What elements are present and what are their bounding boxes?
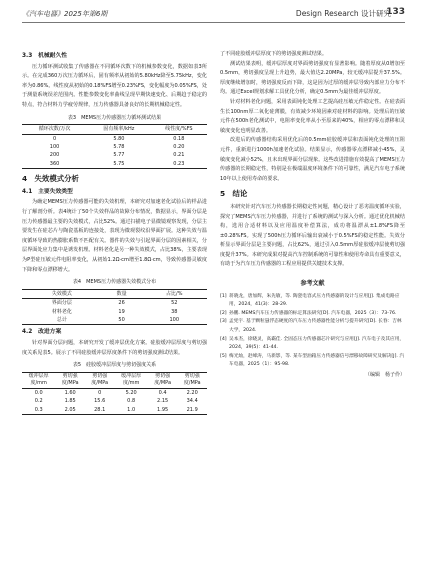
table-5 bbox=[22, 372, 207, 415]
reference-text: 孟宪宇. 基于颗粒悬浮态硬度的汽车压力传感器性能分析与提升研究[D]. 长春：吉林大学，2024. bbox=[229, 319, 402, 334]
table-5-header: 剪切强度/MPa bbox=[55, 372, 85, 388]
table-5-caption: 表5 硅胶缓冲层厚度与剪切强度关系 bbox=[72, 362, 157, 369]
table-3-header: 线性度/%FS bbox=[151, 125, 207, 134]
table-5-header: 缓冲层厚度/mm bbox=[22, 372, 55, 388]
section-3-3-heading: 3.3 机械耐久性 bbox=[22, 53, 68, 59]
table-cell: 5.80 bbox=[113, 135, 125, 142]
section-4-1-body: 为确定MEMS压力传感器可能的失效机理，本研究对加速老化试验后的样品进行了解剖分析。表4统计了50个失效样品的故障分布情况，数据显示，界面分层是压力传感器最主要的失效模式，占比52%。通过扫描电子显微镜观察发现，分层主要发生在硅芯片与陶瓷基板的连接处，表现为微观裂纹沿界面扩展。这种失效与温度循环导致的热膨胀系数不匹配有关。器件的失效与引起界面分层的因素相关，分层界面处应力集中是诱发机理。材料老化是另一种失效模式，占比38%，主要表现为P型硅压敏元件电阻率变化，从初始1.2Ω·cm增至1.8Ω·cm，导致传感器灵敏度下降和零点漂移增大。 bbox=[22, 199, 207, 273]
table-cell: 0.21 bbox=[173, 152, 185, 159]
table-5-header: 剪切强度/MPa bbox=[177, 372, 207, 388]
reference-number: [3] bbox=[220, 319, 227, 325]
table-cell: 28.1 bbox=[85, 406, 115, 415]
reference-item bbox=[220, 310, 405, 319]
table-cell: 5.75 bbox=[87, 160, 151, 169]
page-header bbox=[22, 7, 405, 21]
table-5-header: 缓冲层厚度/mm bbox=[114, 372, 147, 388]
section-4-2-heading: 4.2 改进方案 bbox=[22, 329, 62, 336]
table-cell: 0.0 bbox=[34, 389, 43, 396]
reference-item bbox=[220, 336, 405, 353]
table-cell: 0 bbox=[52, 135, 57, 142]
section-3-3-body: 压力循环测试收集了传感器在不同循环次数下的机械参数变化，数据如表3所示。在完成360万次压力循环后，固有频率从初始的5.80kHz降至5.75kHz，变化率为0.86%。线性度从初始的0.18%FS增至0.23%FS，变化幅度为0.05%FS，处于测量系统误差范围内。性能参数变化率曲线呈现早期快速变化、后期趋于稳定的特点，符合材料力学疲劳规律，压力传感器具备良好的长期机械稳定性。 bbox=[22, 63, 207, 108]
table-row bbox=[22, 406, 207, 415]
table-cell: 26 bbox=[118, 300, 125, 307]
table-cell: 21.9 bbox=[177, 406, 207, 415]
table-cell: 材料老化 bbox=[51, 308, 72, 315]
table-row bbox=[22, 316, 207, 325]
table-5-header: 剪切强度/MPa bbox=[85, 372, 115, 388]
table-cell: 34.4 bbox=[186, 398, 198, 405]
table-cell: 0.4 bbox=[158, 389, 167, 396]
table-cell: 1.0 bbox=[114, 406, 147, 415]
table-cell: 1.95 bbox=[148, 406, 178, 415]
table-3-caption: 表3 MEMS压力传感器压力循环测试结果 bbox=[67, 114, 162, 121]
table-cell: 1.60 bbox=[64, 389, 76, 396]
editor-credit: （编辑 杨子伶） bbox=[364, 372, 405, 378]
table-row bbox=[22, 160, 207, 169]
table-cell: 0 bbox=[98, 389, 102, 396]
reference-item bbox=[220, 318, 405, 335]
right-paragraph: 了不同硅胶缓冲层厚度下的剪切强度测试结果。 bbox=[220, 51, 327, 57]
table-4 bbox=[22, 289, 207, 326]
table-row bbox=[22, 143, 207, 151]
table-4-caption: 表4 MEMS压力传感器失效模式分布 bbox=[72, 279, 157, 286]
right-paragraph: 针对材料老化问题，采用表面钝化处理工艺提高硅压敏元件稳定性。在硅表面生长100nm厚二氧化硅薄膜，有效减少环境因素对硅材料的影响。处理后的压敏元件在500h老化测试中，电阻率变化率从小至原来的40%，相应的零点漂移和灵敏度变化也明显改善。 bbox=[220, 98, 405, 134]
table-cell: 2.20 bbox=[186, 389, 198, 396]
table-cell: 1.85 bbox=[64, 398, 76, 405]
table-cell: 5.77 bbox=[113, 152, 125, 159]
reference-number: [5] bbox=[220, 353, 227, 359]
table-row bbox=[22, 388, 207, 397]
table-4-header: 占比/% bbox=[142, 289, 207, 298]
reference-number: [1] bbox=[220, 293, 227, 299]
conclusion-body: 本研究针对汽车压力传感器长期稳定性问题，精心设计了恶劣温度循环实验，探究了MEMS汽车压力传感器，并进行了系统的测试与深入分析。通过优化机械结构，选用合适材料以及应用温度补偿算法，成功将温漂从±1.8%FS降至±0.28%FS。实现了500h压力循环后输出衰减小于0.5%FS的稳定性能。失效分析显示界面分层是主要问题，占比62%，通过引入0.5mm厚硅胶缓冲层使剪切强度提升37%。本研究成果对提高汽车控制系统的可靠性和使用寿命具有重要意义，有助于为汽车压力传感器的工程应用提供关键技术支撑。 bbox=[220, 203, 405, 268]
left-column bbox=[22, 50, 207, 418]
reference-item bbox=[220, 293, 405, 310]
table-5-header: 剪切强度/MPa bbox=[148, 372, 178, 388]
journal-name: 《汽车电器》2025年第6期 bbox=[22, 10, 108, 18]
right-paragraph: 改进后的传感器结构采用优化后的0.5mm硅胶缓冲层和表面钝化处理的压阻元件，重新进行1000h加速老化试验。结果显示，传感器零点漂移减小45%，灵敏度变化减小52%，且未出现界面分层现象。这些改进措施有效提高了MEMS压力传感器的长期稳定性，特别是在极端温度环境条件下的可靠性，满足汽车电子系统10年以上使用寿命的要求。 bbox=[220, 137, 405, 182]
table-cell: 2.05 bbox=[55, 406, 85, 415]
section-5-heading: 5 结论 bbox=[220, 189, 248, 199]
reference-item bbox=[220, 353, 405, 370]
table-3-header: 固有频率/kHz bbox=[87, 125, 151, 134]
table-cell: 0.18 bbox=[173, 135, 185, 142]
table-row bbox=[22, 299, 207, 308]
table-cell: 2.15 bbox=[157, 398, 169, 405]
table-cell: 200 bbox=[49, 152, 60, 159]
reference-text: 吴本杰，徐晓灵，高霸佳. 全固态压力传感器芯片研究与应用[J]. 汽车电子及其应用，2024，39(5)：41-44. bbox=[229, 336, 405, 351]
table-cell: 52 bbox=[171, 300, 178, 307]
table-row bbox=[22, 308, 207, 316]
table-3 bbox=[22, 124, 207, 169]
reference-text: 梅光灿，赵峰涛，马新影，等. 某车型油箱压力传感器信号漂移故障研究及解决[J]. 汽车电器，2025（1）：95-98. bbox=[229, 353, 405, 368]
table-cell: 5.78 bbox=[113, 143, 125, 150]
table-3-header: 循环次数/万次 bbox=[22, 125, 87, 134]
section-4-heading: 4 失效模式分析 bbox=[22, 174, 79, 184]
right-column bbox=[220, 50, 405, 381]
table-cell: 0.2 bbox=[34, 398, 43, 405]
table-cell: 0.23 bbox=[151, 160, 207, 169]
table-row bbox=[22, 151, 207, 159]
table-cell: 360 bbox=[22, 160, 87, 169]
table-cell: 100 bbox=[49, 143, 60, 150]
table-cell: 5.20 bbox=[125, 389, 137, 396]
table-4-header: 数量 bbox=[102, 289, 142, 298]
right-paragraph: 测试结果表明，缓冲层厚度对界面剪切强度有显著影响。随着厚度从0增加至0.5mm，剪切强度呈现上升趋势，最大值达2.20MPa，较无缓冲层提升37.5%。厚度继续增加时，剪切强度反而下降，这是因为过厚的缓冲层导致内部应力分布不均。通过Excel规划求解工具优化分析，确定0.5mm为最佳缓冲层厚度。 bbox=[220, 60, 405, 96]
page-number: 133 bbox=[386, 7, 405, 17]
section-4-2-body: 针对界面分层问题，本研究开发了缓冲层优化方案。硅胶缓冲层厚度与剪切强度关系见表5。展示了不同硅胶缓冲层厚度条件下的剪切强度测试结果。 bbox=[22, 339, 207, 356]
reference-number: [2] bbox=[220, 310, 227, 316]
table-cell: 0.3 bbox=[22, 406, 55, 415]
table-cell: 19 bbox=[118, 308, 125, 315]
header-divider bbox=[22, 22, 405, 23]
references-title: 参考文献 bbox=[300, 280, 325, 288]
table-cell: 100 bbox=[142, 316, 207, 325]
section-4-1-heading: 4.1 主要失效类型 bbox=[22, 188, 73, 195]
reference-number: [4] bbox=[220, 336, 227, 342]
table-cell: 0.8 bbox=[127, 398, 136, 405]
reference-text: 孙鹏. MEMS汽车压力传感器的标定算法研究[D]. 汽车电器，2025（3）：73-76. bbox=[229, 310, 397, 316]
table-row bbox=[22, 134, 207, 143]
table-cell: 界面分层 bbox=[51, 300, 72, 307]
table-cell: 50 bbox=[102, 316, 142, 325]
section-name: Design Research 设计研究 bbox=[295, 9, 391, 18]
reference-text: 蒋晓龙，唐加辉，朱先敏，等. 陶瓷电容式压力传感器的设计与应用[J]. 集成电路应用，2024，41(3)：28-29. bbox=[229, 293, 400, 308]
table-cell: 0.20 bbox=[173, 143, 185, 150]
table-row bbox=[22, 397, 207, 405]
table-4-header: 失效模式 bbox=[22, 289, 102, 298]
table-cell: 38 bbox=[171, 308, 178, 315]
table-cell: 总计 bbox=[22, 316, 102, 325]
table-cell: 15.6 bbox=[94, 398, 106, 405]
